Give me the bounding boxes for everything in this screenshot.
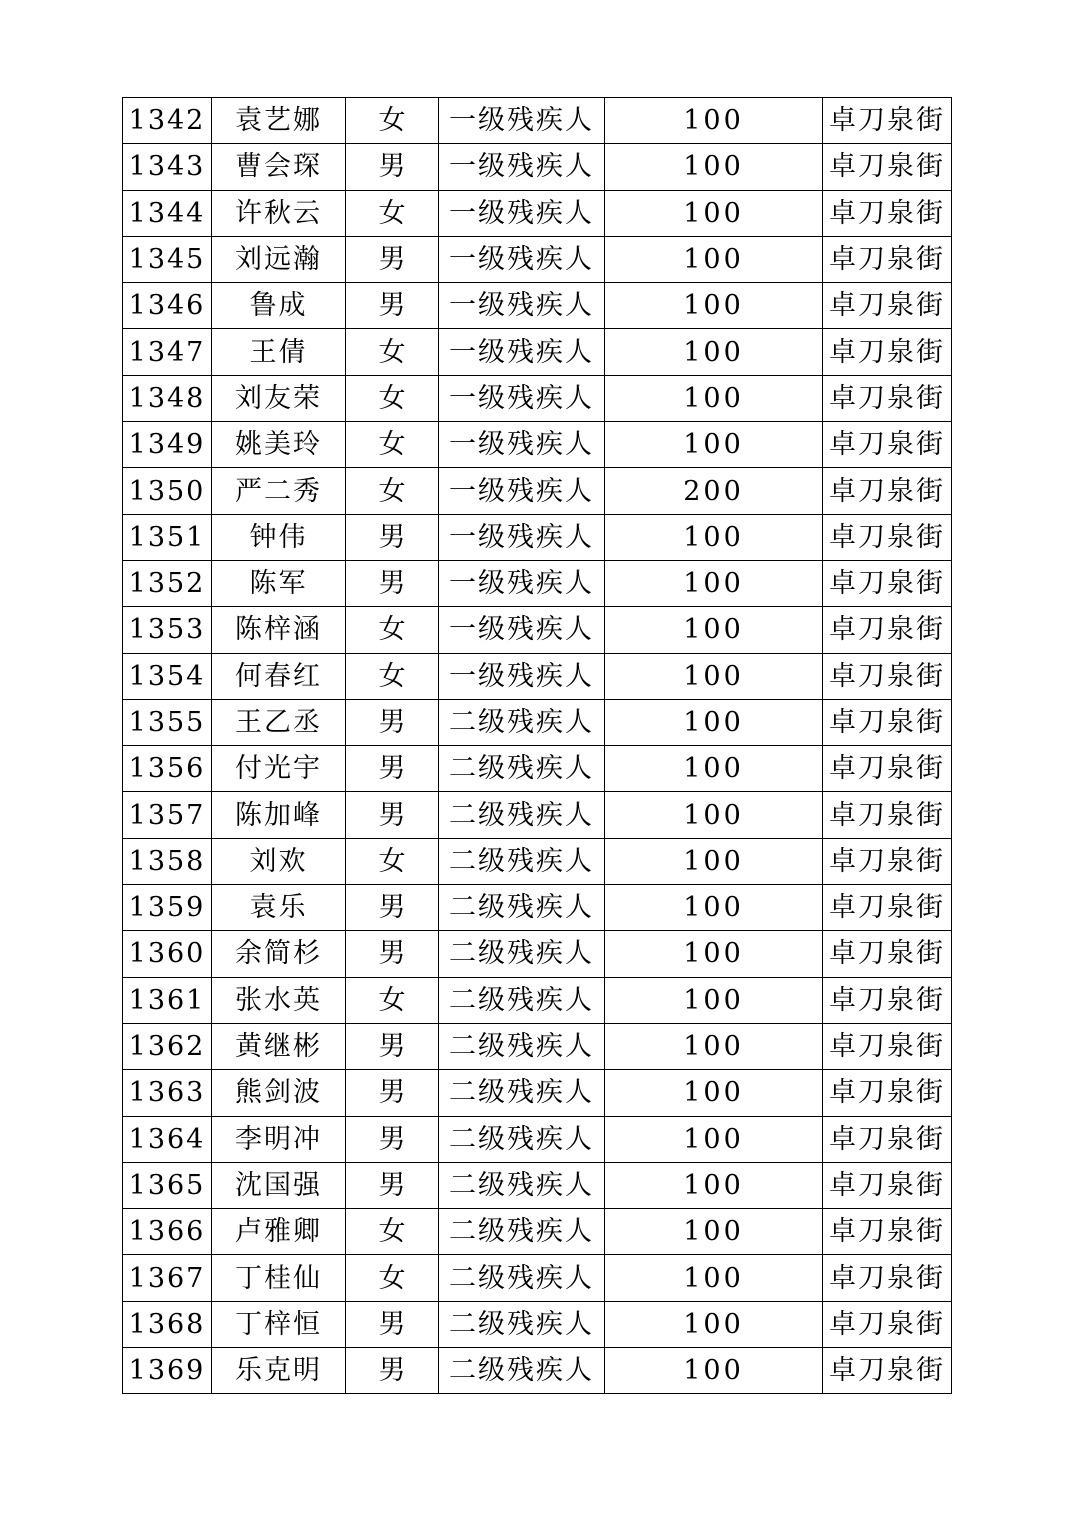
table-row bbox=[123, 98, 952, 144]
gender-cell: 男 bbox=[346, 236, 439, 282]
roster-body bbox=[123, 98, 952, 1394]
disability-level-cell: 一级残疾人 bbox=[439, 653, 605, 699]
table-row bbox=[123, 1301, 952, 1347]
disability-level-cell: 二级残疾人 bbox=[439, 931, 605, 977]
street-cell: 卓刀泉街 bbox=[823, 422, 952, 468]
person-name-cell: 姚美玲 bbox=[212, 422, 346, 468]
disability-level-cell: 二级残疾人 bbox=[439, 1255, 605, 1301]
serial-number-cell: 1346 bbox=[123, 283, 212, 329]
street-cell: 卓刀泉街 bbox=[823, 1023, 952, 1069]
street-cell: 卓刀泉街 bbox=[823, 283, 952, 329]
amount-cell: 200 bbox=[605, 468, 823, 514]
table-row bbox=[123, 329, 952, 375]
street-cell: 卓刀泉街 bbox=[823, 1070, 952, 1116]
amount-cell: 100 bbox=[605, 190, 823, 236]
amount-cell: 100 bbox=[605, 1255, 823, 1301]
disability-level-cell: 二级残疾人 bbox=[439, 746, 605, 792]
person-name-cell: 陈加峰 bbox=[212, 792, 346, 838]
table-row bbox=[123, 468, 952, 514]
disability-level-cell: 二级残疾人 bbox=[439, 1023, 605, 1069]
disability-level-cell: 一级残疾人 bbox=[439, 607, 605, 653]
table-row bbox=[123, 885, 952, 931]
gender-cell: 女 bbox=[346, 977, 439, 1023]
amount-cell: 100 bbox=[605, 1301, 823, 1347]
street-cell: 卓刀泉街 bbox=[823, 329, 952, 375]
serial-number-cell: 1348 bbox=[123, 375, 212, 421]
disability-level-cell: 一级残疾人 bbox=[439, 98, 605, 144]
gender-cell: 女 bbox=[346, 422, 439, 468]
person-name-cell: 刘远瀚 bbox=[212, 236, 346, 282]
person-name-cell: 乐克明 bbox=[212, 1348, 346, 1394]
person-name-cell: 付光宇 bbox=[212, 746, 346, 792]
serial-number-cell: 1350 bbox=[123, 468, 212, 514]
table-row bbox=[123, 375, 952, 421]
table-row bbox=[123, 236, 952, 282]
street-cell: 卓刀泉街 bbox=[823, 885, 952, 931]
serial-number-cell: 1359 bbox=[123, 885, 212, 931]
gender-cell: 女 bbox=[346, 329, 439, 375]
person-name-cell: 鲁成 bbox=[212, 283, 346, 329]
serial-number-cell: 1356 bbox=[123, 746, 212, 792]
person-name-cell: 丁桂仙 bbox=[212, 1255, 346, 1301]
street-cell: 卓刀泉街 bbox=[823, 98, 952, 144]
amount-cell: 100 bbox=[605, 1116, 823, 1162]
serial-number-cell: 1342 bbox=[123, 98, 212, 144]
amount-cell: 100 bbox=[605, 560, 823, 606]
table-row bbox=[123, 283, 952, 329]
disability-level-cell: 一级残疾人 bbox=[439, 514, 605, 560]
disability-level-cell: 一级残疾人 bbox=[439, 236, 605, 282]
disability-level-cell: 二级残疾人 bbox=[439, 1301, 605, 1347]
table-row bbox=[123, 792, 952, 838]
amount-cell: 100 bbox=[605, 931, 823, 977]
gender-cell: 女 bbox=[346, 1209, 439, 1255]
gender-cell: 女 bbox=[346, 1255, 439, 1301]
disability-level-cell: 二级残疾人 bbox=[439, 1070, 605, 1116]
serial-number-cell: 1367 bbox=[123, 1255, 212, 1301]
table-row bbox=[123, 1162, 952, 1208]
amount-cell: 100 bbox=[605, 885, 823, 931]
table-row bbox=[123, 1348, 952, 1394]
street-cell: 卓刀泉街 bbox=[823, 607, 952, 653]
gender-cell: 男 bbox=[346, 144, 439, 190]
amount-cell: 100 bbox=[605, 838, 823, 884]
street-cell: 卓刀泉街 bbox=[823, 468, 952, 514]
gender-cell: 女 bbox=[346, 468, 439, 514]
person-name-cell: 沈国强 bbox=[212, 1162, 346, 1208]
table-row bbox=[123, 838, 952, 884]
person-name-cell: 刘欢 bbox=[212, 838, 346, 884]
person-name-cell: 王倩 bbox=[212, 329, 346, 375]
serial-number-cell: 1343 bbox=[123, 144, 212, 190]
person-name-cell: 许秋云 bbox=[212, 190, 346, 236]
gender-cell: 男 bbox=[346, 560, 439, 606]
amount-cell: 100 bbox=[605, 329, 823, 375]
street-cell: 卓刀泉街 bbox=[823, 514, 952, 560]
person-name-cell: 余简杉 bbox=[212, 931, 346, 977]
amount-cell: 100 bbox=[605, 1162, 823, 1208]
street-cell: 卓刀泉街 bbox=[823, 746, 952, 792]
disability-level-cell: 二级残疾人 bbox=[439, 838, 605, 884]
disability-level-cell: 二级残疾人 bbox=[439, 977, 605, 1023]
disability-level-cell: 一级残疾人 bbox=[439, 144, 605, 190]
serial-number-cell: 1365 bbox=[123, 1162, 212, 1208]
table-row bbox=[123, 1209, 952, 1255]
serial-number-cell: 1344 bbox=[123, 190, 212, 236]
table-row bbox=[123, 746, 952, 792]
street-cell: 卓刀泉街 bbox=[823, 375, 952, 421]
disability-level-cell: 一级残疾人 bbox=[439, 190, 605, 236]
gender-cell: 男 bbox=[346, 1070, 439, 1116]
serial-number-cell: 1361 bbox=[123, 977, 212, 1023]
street-cell: 卓刀泉街 bbox=[823, 699, 952, 745]
person-name-cell: 袁乐 bbox=[212, 885, 346, 931]
serial-number-cell: 1357 bbox=[123, 792, 212, 838]
disability-level-cell: 一级残疾人 bbox=[439, 283, 605, 329]
table-row bbox=[123, 607, 952, 653]
table-row bbox=[123, 931, 952, 977]
table-row bbox=[123, 560, 952, 606]
serial-number-cell: 1369 bbox=[123, 1348, 212, 1394]
serial-number-cell: 1362 bbox=[123, 1023, 212, 1069]
serial-number-cell: 1360 bbox=[123, 931, 212, 977]
disability-level-cell: 一级残疾人 bbox=[439, 422, 605, 468]
table-row bbox=[123, 653, 952, 699]
serial-number-cell: 1368 bbox=[123, 1301, 212, 1347]
table-row bbox=[123, 144, 952, 190]
street-cell: 卓刀泉街 bbox=[823, 1348, 952, 1394]
amount-cell: 100 bbox=[605, 1023, 823, 1069]
serial-number-cell: 1349 bbox=[123, 422, 212, 468]
amount-cell: 100 bbox=[605, 1348, 823, 1394]
amount-cell: 100 bbox=[605, 514, 823, 560]
person-name-cell: 钟伟 bbox=[212, 514, 346, 560]
disability-level-cell: 一级残疾人 bbox=[439, 329, 605, 375]
gender-cell: 男 bbox=[346, 1301, 439, 1347]
disability-level-cell: 二级残疾人 bbox=[439, 1116, 605, 1162]
subsidy-roster-table bbox=[122, 97, 952, 1394]
table-row bbox=[123, 699, 952, 745]
serial-number-cell: 1366 bbox=[123, 1209, 212, 1255]
gender-cell: 女 bbox=[346, 98, 439, 144]
gender-cell: 女 bbox=[346, 375, 439, 421]
gender-cell: 女 bbox=[346, 653, 439, 699]
serial-number-cell: 1364 bbox=[123, 1116, 212, 1162]
amount-cell: 100 bbox=[605, 144, 823, 190]
amount-cell: 100 bbox=[605, 1070, 823, 1116]
person-name-cell: 严二秀 bbox=[212, 468, 346, 514]
person-name-cell: 卢雅卿 bbox=[212, 1209, 346, 1255]
amount-cell: 100 bbox=[605, 653, 823, 699]
person-name-cell: 张水英 bbox=[212, 977, 346, 1023]
disability-level-cell: 二级残疾人 bbox=[439, 792, 605, 838]
serial-number-cell: 1353 bbox=[123, 607, 212, 653]
amount-cell: 100 bbox=[605, 1209, 823, 1255]
person-name-cell: 袁艺娜 bbox=[212, 98, 346, 144]
street-cell: 卓刀泉街 bbox=[823, 144, 952, 190]
gender-cell: 男 bbox=[346, 1348, 439, 1394]
person-name-cell: 熊剑波 bbox=[212, 1070, 346, 1116]
disability-level-cell: 一级残疾人 bbox=[439, 375, 605, 421]
serial-number-cell: 1358 bbox=[123, 838, 212, 884]
disability-level-cell: 二级残疾人 bbox=[439, 1162, 605, 1208]
amount-cell: 100 bbox=[605, 98, 823, 144]
gender-cell: 男 bbox=[346, 792, 439, 838]
gender-cell: 男 bbox=[346, 283, 439, 329]
gender-cell: 男 bbox=[346, 1116, 439, 1162]
street-cell: 卓刀泉街 bbox=[823, 931, 952, 977]
table-row bbox=[123, 422, 952, 468]
person-name-cell: 黄继彬 bbox=[212, 1023, 346, 1069]
street-cell: 卓刀泉街 bbox=[823, 1162, 952, 1208]
street-cell: 卓刀泉街 bbox=[823, 560, 952, 606]
street-cell: 卓刀泉街 bbox=[823, 1301, 952, 1347]
gender-cell: 男 bbox=[346, 699, 439, 745]
person-name-cell: 丁梓恒 bbox=[212, 1301, 346, 1347]
disability-level-cell: 一级残疾人 bbox=[439, 560, 605, 606]
amount-cell: 100 bbox=[605, 699, 823, 745]
person-name-cell: 刘友荣 bbox=[212, 375, 346, 421]
person-name-cell: 李明冲 bbox=[212, 1116, 346, 1162]
serial-number-cell: 1345 bbox=[123, 236, 212, 282]
person-name-cell: 陈梓涵 bbox=[212, 607, 346, 653]
street-cell: 卓刀泉街 bbox=[823, 190, 952, 236]
amount-cell: 100 bbox=[605, 977, 823, 1023]
serial-number-cell: 1352 bbox=[123, 560, 212, 606]
street-cell: 卓刀泉街 bbox=[823, 1209, 952, 1255]
serial-number-cell: 1347 bbox=[123, 329, 212, 375]
disability-level-cell: 二级残疾人 bbox=[439, 1209, 605, 1255]
serial-number-cell: 1351 bbox=[123, 514, 212, 560]
disability-level-cell: 二级残疾人 bbox=[439, 699, 605, 745]
amount-cell: 100 bbox=[605, 422, 823, 468]
amount-cell: 100 bbox=[605, 607, 823, 653]
person-name-cell: 曹会琛 bbox=[212, 144, 346, 190]
serial-number-cell: 1363 bbox=[123, 1070, 212, 1116]
table-row bbox=[123, 1116, 952, 1162]
gender-cell: 女 bbox=[346, 838, 439, 884]
street-cell: 卓刀泉街 bbox=[823, 1116, 952, 1162]
person-name-cell: 何春红 bbox=[212, 653, 346, 699]
table-row bbox=[123, 1255, 952, 1301]
gender-cell: 男 bbox=[346, 885, 439, 931]
street-cell: 卓刀泉街 bbox=[823, 1255, 952, 1301]
disability-level-cell: 二级残疾人 bbox=[439, 1348, 605, 1394]
gender-cell: 女 bbox=[346, 190, 439, 236]
amount-cell: 100 bbox=[605, 746, 823, 792]
table-row bbox=[123, 977, 952, 1023]
gender-cell: 男 bbox=[346, 1162, 439, 1208]
table-row bbox=[123, 1023, 952, 1069]
gender-cell: 男 bbox=[346, 746, 439, 792]
gender-cell: 男 bbox=[346, 514, 439, 560]
street-cell: 卓刀泉街 bbox=[823, 236, 952, 282]
table-row bbox=[123, 514, 952, 560]
amount-cell: 100 bbox=[605, 375, 823, 421]
amount-cell: 100 bbox=[605, 792, 823, 838]
table-row bbox=[123, 1070, 952, 1116]
street-cell: 卓刀泉街 bbox=[823, 792, 952, 838]
gender-cell: 男 bbox=[346, 931, 439, 977]
amount-cell: 100 bbox=[605, 283, 823, 329]
gender-cell: 男 bbox=[346, 1023, 439, 1069]
gender-cell: 女 bbox=[346, 607, 439, 653]
table-row bbox=[123, 190, 952, 236]
amount-cell: 100 bbox=[605, 236, 823, 282]
disability-level-cell: 二级残疾人 bbox=[439, 885, 605, 931]
disability-level-cell: 一级残疾人 bbox=[439, 468, 605, 514]
serial-number-cell: 1354 bbox=[123, 653, 212, 699]
street-cell: 卓刀泉街 bbox=[823, 838, 952, 884]
street-cell: 卓刀泉街 bbox=[823, 977, 952, 1023]
person-name-cell: 陈军 bbox=[212, 560, 346, 606]
person-name-cell: 王乙丞 bbox=[212, 699, 346, 745]
serial-number-cell: 1355 bbox=[123, 699, 212, 745]
street-cell: 卓刀泉街 bbox=[823, 653, 952, 699]
